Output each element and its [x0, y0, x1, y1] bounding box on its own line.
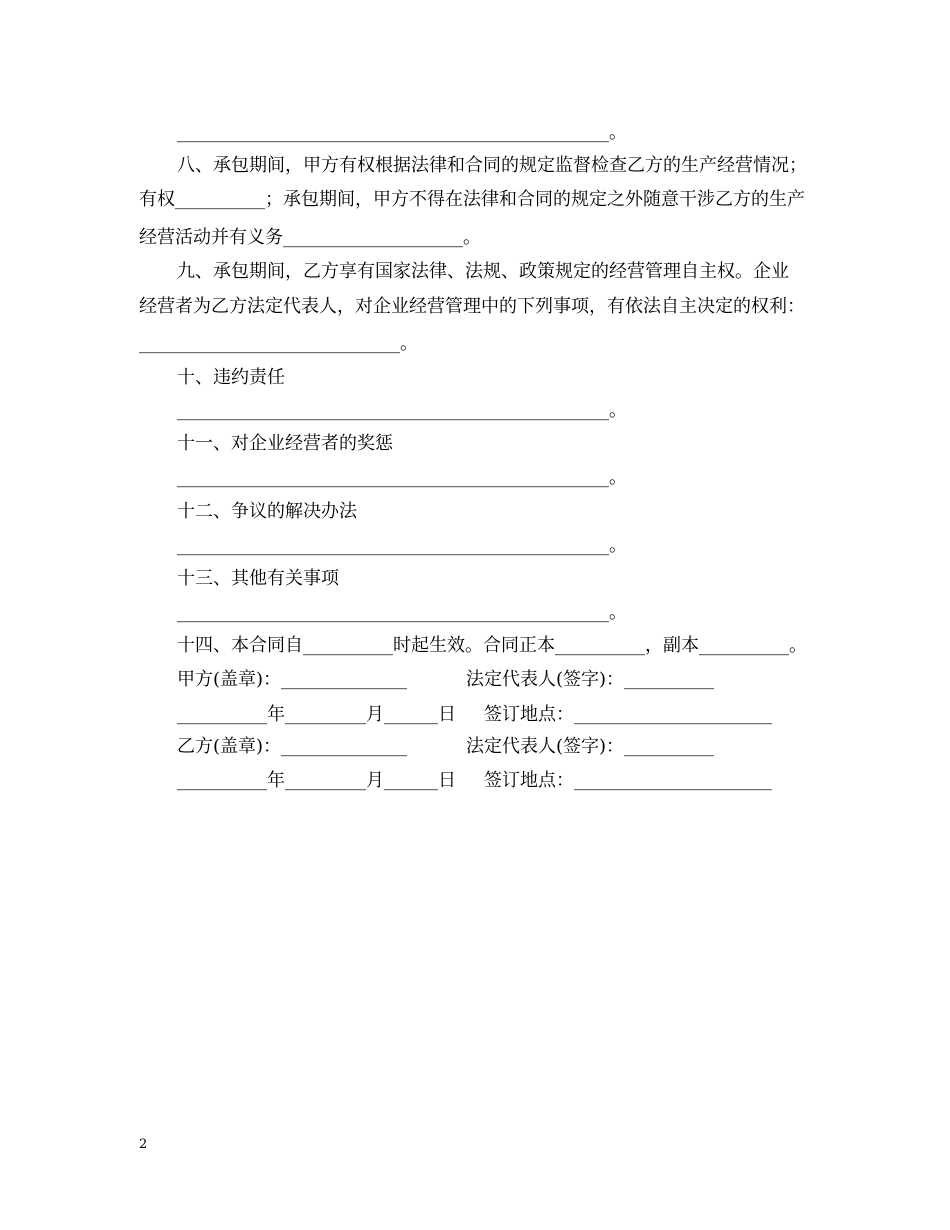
party-b-representative: 法定代表人(签字)：__________: [466, 736, 715, 757]
clause-9-blank: _____________________________。: [139, 333, 418, 354]
party-b-place: 签订地点：______________________: [484, 770, 772, 791]
party-a-place: 签订地点：______________________: [484, 704, 772, 725]
blank-line: ________________________________________________。: [177, 122, 627, 143]
page-number: 2: [139, 1137, 148, 1152]
clause-11-blank: ________________________________________________。: [177, 467, 627, 488]
clause-10-heading: 十、违约责任: [177, 367, 285, 388]
clause-9-line-2: 经营者为乙方法定代表人，对企业经营管理中的下列事项，有依法自主决定的权利：: [139, 296, 805, 317]
party-a-date: __________年_________月______日: [177, 704, 456, 725]
clause-8-line-1: 八、承包期间，甲方有权根据法律和合同的规定监督检查乙方的生产经营情况；: [177, 155, 807, 176]
party-b-seal: 乙方(盖章)：______________: [177, 736, 408, 757]
clause-11-heading: 十一、对企业经营者的奖惩: [177, 433, 393, 454]
clause-14-line: 十四、本合同自__________时起生效。合同正本__________，副本__________。: [177, 635, 807, 656]
party-a-seal: 甲方(盖章)：______________: [177, 669, 408, 690]
clause-13-blank: ________________________________________________。: [177, 602, 627, 623]
clause-8-line-2: 有权__________；承包期间，甲方不得在法律和合同的规定之外随意干涉乙方的生产: [139, 189, 805, 210]
clause-12-blank: ________________________________________________。: [177, 535, 627, 556]
clause-12-heading: 十二、争议的解决办法: [177, 501, 357, 522]
clause-13-heading: 十三、其他有关事项: [177, 568, 339, 589]
clause-8-line-3: 经营活动并有义务____________________。: [139, 227, 481, 248]
clause-10-blank: ________________________________________________。: [177, 400, 627, 421]
party-a-representative: 法定代表人(签字)：__________: [466, 669, 715, 690]
party-b-date: __________年_________月______日: [177, 770, 456, 791]
clause-9-line-1: 九、承包期间，乙方享有国家法律、法规、政策规定的经营管理自主权。企业: [177, 261, 789, 282]
